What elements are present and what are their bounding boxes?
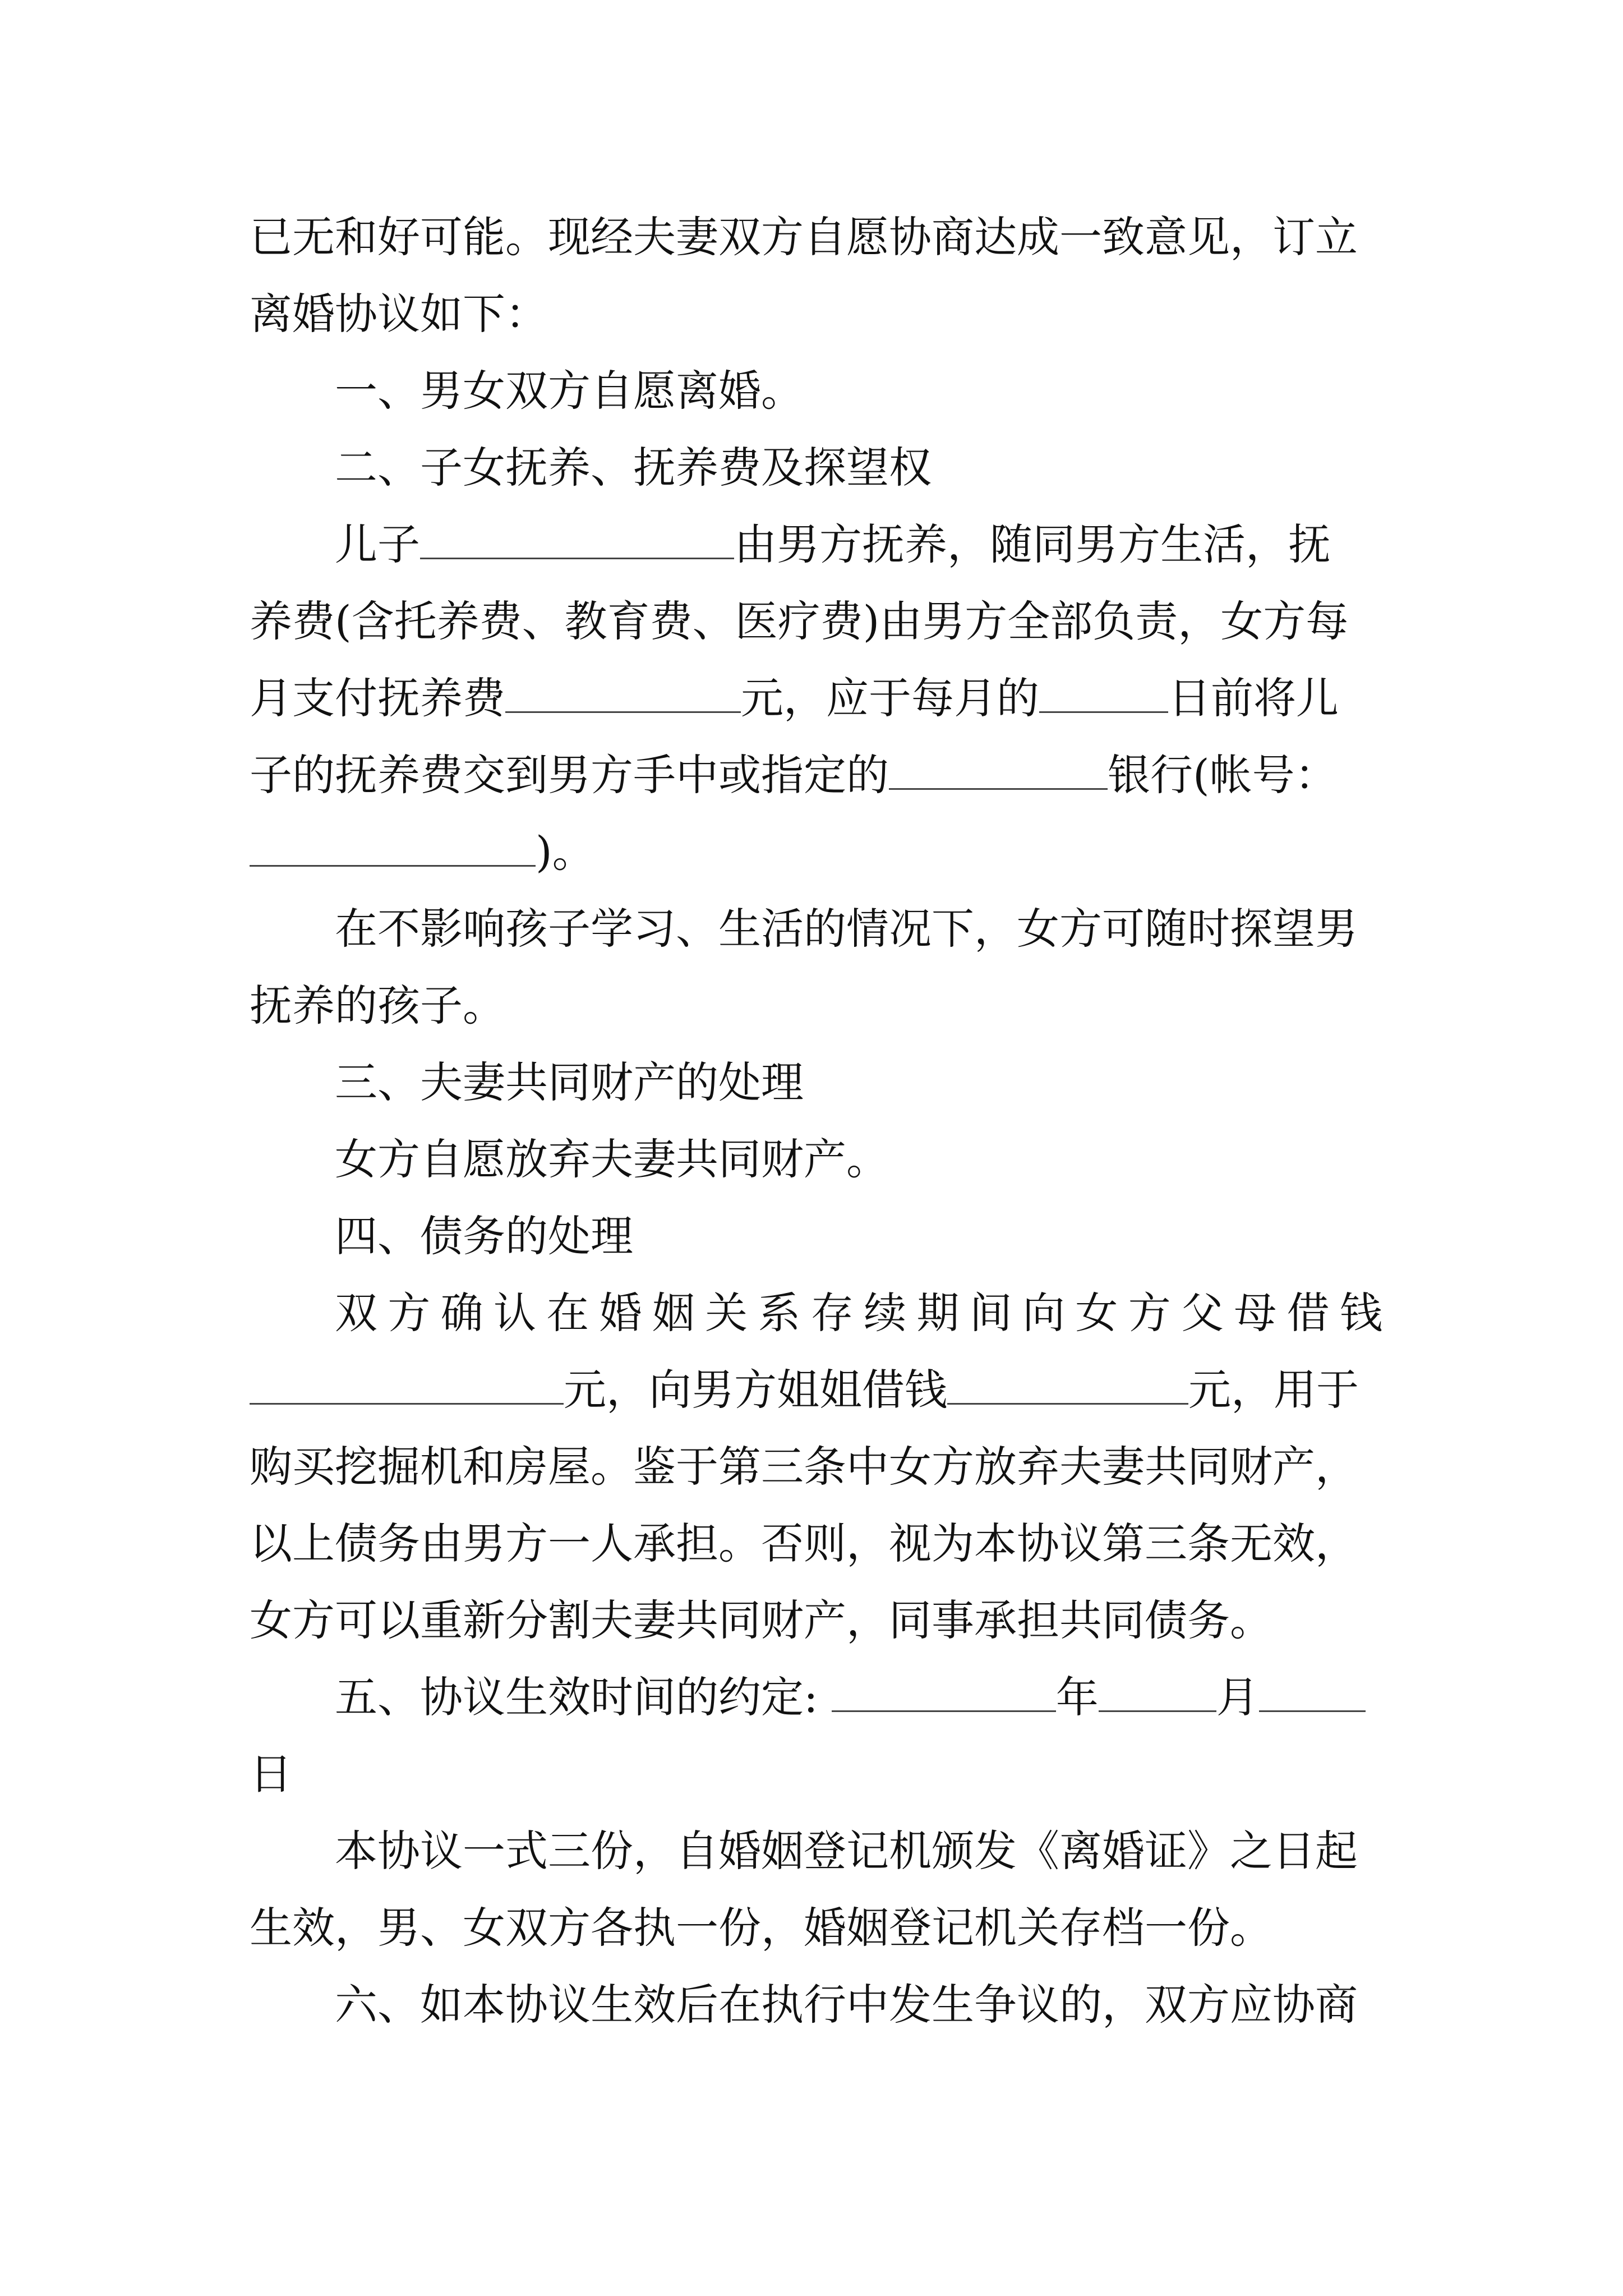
text-line-content: 二、子女抚养、抚养费及探望权	[335, 443, 932, 493]
text-fragment: 银行(帐号：	[1108, 750, 1338, 800]
blank-bank-name	[889, 753, 1108, 790]
text-line-content: 养费(含托养费、教育费、医疗费)由男方全部负责，女方每	[250, 596, 1349, 646]
text-fragment: 元，用于	[1188, 1365, 1359, 1415]
text-line	[250, 1582, 1382, 1659]
blank-effective-day	[1259, 1676, 1366, 1712]
text-line	[250, 737, 1382, 813]
text-fragment: 元，向男方姐姐借钱	[564, 1365, 947, 1415]
blank-loan-wife-parents	[250, 1368, 564, 1405]
text-line	[250, 1428, 1382, 1505]
clause-heading-4	[250, 1198, 1382, 1274]
text-line	[250, 199, 1382, 275]
text-fragment: 年	[1055, 1672, 1099, 1722]
blank-effective-year	[832, 1676, 1056, 1712]
text-fragment: 月	[1216, 1672, 1259, 1722]
text-fragment: 元，应于每月的	[741, 673, 1039, 723]
text-line	[250, 1121, 1382, 1198]
text-line-content: 离婚协议如下：	[250, 289, 548, 339]
blank-loan-husband-sister	[947, 1368, 1188, 1405]
blank-support-amount	[505, 677, 741, 713]
text-fragment: )。	[536, 827, 595, 877]
clause-heading-1	[250, 352, 1382, 429]
text-line	[250, 890, 1382, 967]
text-line	[250, 1505, 1382, 1582]
text-line-content: 双方确认在婚姻关系存续期间向女方父母借钱	[335, 1288, 1382, 1338]
blank-payment-day	[1039, 677, 1168, 713]
text-line	[250, 660, 1382, 737]
text-fragment: 五、协议生效时间的约定:	[335, 1672, 818, 1722]
text-line-content: 女方可以重新分割夫妻共同财产，同事承担共同债务。	[250, 1595, 1272, 1645]
text-line-content: 日	[250, 1749, 292, 1799]
text-line	[250, 506, 1382, 583]
text-line-content: 在不影响孩子学习、生活的情况下，女方可随时探望男	[335, 904, 1358, 954]
text-line-content: 三、夫妻共同财产的处理	[335, 1057, 804, 1107]
text-line-content: 本协议一式三份，自婚姻登记机颁发《离婚证》之日起	[335, 1826, 1358, 1876]
text-line	[250, 967, 1382, 1044]
text-line-content: 一、男女双方自愿离婚。	[335, 366, 804, 416]
text-line	[250, 813, 1382, 890]
text-line-content: 抚养的孩子。	[250, 981, 505, 1030]
text-fragment: 日前将儿	[1168, 673, 1339, 723]
text-fragment: 月支付抚养费	[250, 673, 505, 723]
text-line	[250, 1812, 1382, 1889]
clause-heading-2	[250, 429, 1382, 506]
text-line	[250, 1889, 1382, 1966]
text-line-content: 以上债务由男方一人承担。否则，视为本协议第三条无效，	[250, 1519, 1358, 1568]
text-line-content: 女方自愿放弃夫妻共同财产。	[335, 1134, 889, 1184]
blank-effective-month	[1099, 1676, 1216, 1712]
clause-heading-5	[250, 1659, 1382, 1736]
text-line	[250, 1274, 1382, 1351]
blank-son-name	[420, 523, 734, 559]
text-line	[250, 583, 1382, 660]
text-fragment: 由男方抚养，随同男方生活，抚	[734, 519, 1331, 569]
text-line	[250, 275, 1382, 352]
text-line-content: 已无和好可能。现经夫妻双方自愿协商达成一致意见，订立	[250, 212, 1358, 262]
text-line-content: 四、债务的处理	[335, 1211, 633, 1261]
text-line-content: 六、如本协议生效后在执行中发生争议的，双方应协商	[335, 1980, 1358, 2030]
clause-heading-3	[250, 1044, 1382, 1121]
text-line-content: 购买挖掘机和房屋。鉴于第三条中女方放弃夫妻共同财产，	[250, 1442, 1358, 1492]
text-line	[250, 1351, 1382, 1428]
text-fragment: 子的抚养费交到男方手中或指定的	[250, 750, 889, 800]
blank-account-number	[250, 830, 536, 867]
text-fragment: 儿子	[335, 519, 420, 569]
clause-heading-6	[250, 1966, 1382, 2043]
text-line-content: 生效，男、女双方各执一份，婚姻登记机关存档一份。	[250, 1903, 1272, 1953]
text-line	[250, 1736, 1382, 1812]
agreement-body	[250, 199, 1382, 2043]
